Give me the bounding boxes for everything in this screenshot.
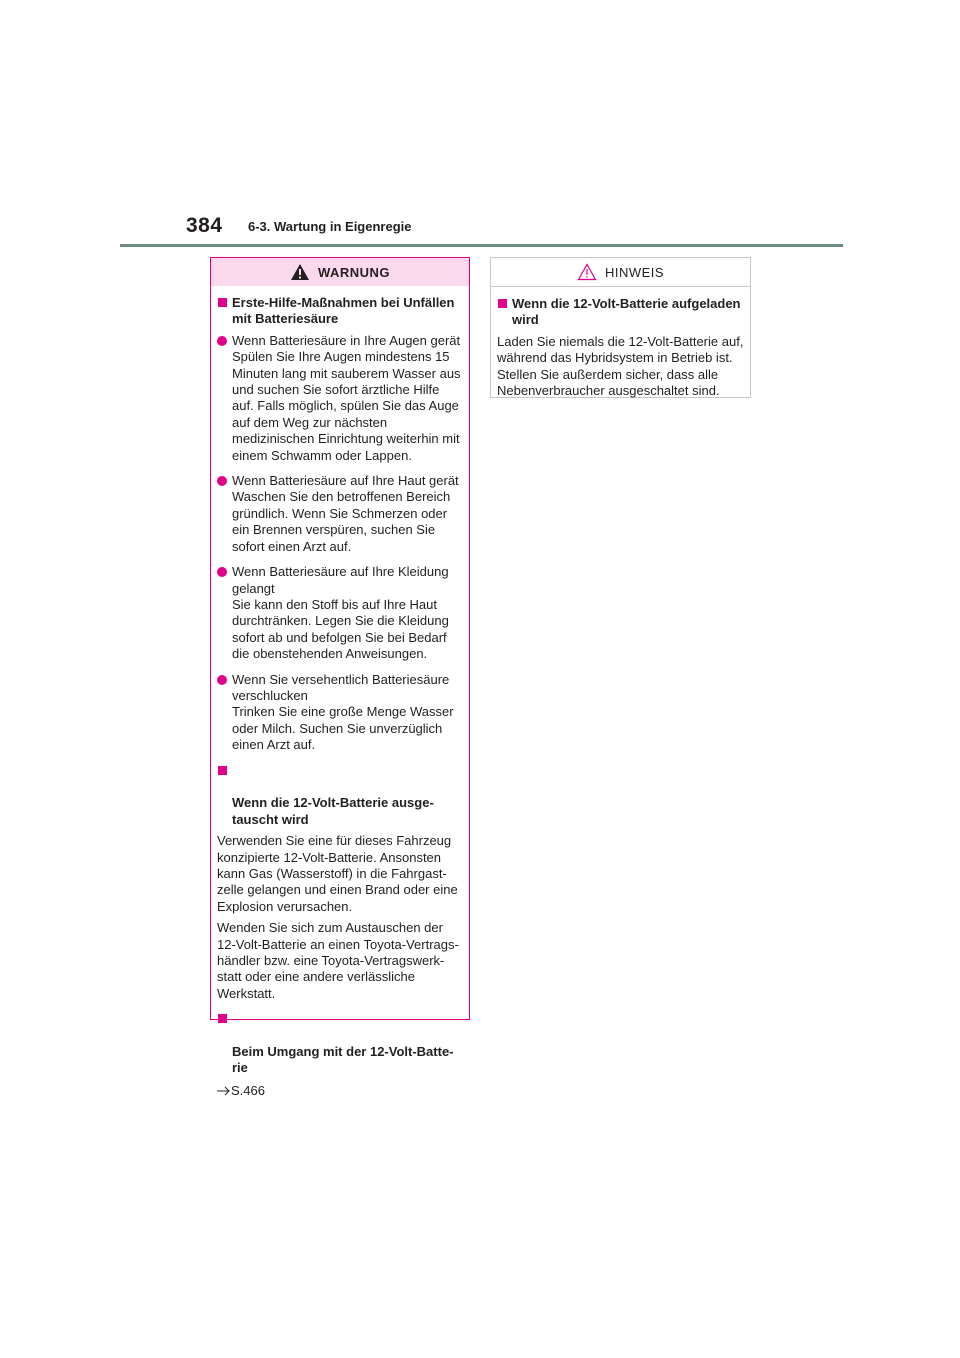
round-bullet-icon [217, 336, 227, 346]
round-bullet-icon [217, 567, 227, 577]
hinweis-title: HINWEIS [604, 264, 665, 280]
section-title: 6-3. Wartung in Eigenregie [248, 219, 412, 234]
round-bullet-icon [217, 476, 227, 486]
warning-header [211, 258, 469, 286]
hinweis-body [491, 287, 750, 399]
paragraph: Laden Sie niemals die 12-Volt-Batterie auf, während das Hybridsystem in Betrieb ist. Stellen Sie außerdem sicher, dass alle Nebenverbraucher ausgeschaltet sind. [497, 333, 744, 399]
square-bullet-icon [218, 1014, 227, 1023]
hinweis-header [491, 258, 750, 287]
list-item: Wenn Batteriesäure auf Ihre Haut gerät Waschen Sie den betroffenen Bereich gründlich. Wenn Sie Schmerzen oder ein Brennen verspüren, suchen Sie sofort einen Arzt auf. [217, 473, 463, 555]
page-reference [217, 1083, 463, 1099]
arrow-right-icon [217, 1086, 231, 1096]
square-bullet-icon [498, 299, 507, 308]
page-number: 384 [186, 214, 223, 237]
list-item: Wenn Batteriesäure auf Ihre Kleidung gelangt Sie kann den Stoff bis auf Ihre Haut durchtränken. Legen Sie die Kleidung sofort ab und befolgen Sie bei Bedarf die obenstehenden Anweisungen. [217, 564, 463, 662]
round-bullet-icon [217, 675, 227, 685]
list-item: Wenn Batteriesäure in Ihre Augen gerät Spülen Sie Ihre Augen mindestens 15 Minuten lang mit sauberem Wasser aus und suchen Sie sofort ärztliche Hilfe auf. Falls möglich, spülen Sie das Auge auf dem Weg zur nächsten medizinischen Einrichtung weiterhin mit einem Schwamm oder Lappen. [217, 333, 463, 464]
header-rule [120, 244, 843, 247]
warning-title: WARNUNG [317, 264, 391, 280]
warning-box [210, 257, 470, 1098]
warning-triangle-icon [290, 263, 310, 281]
paragraph: Wenden Sie sich zum Austauschen der 12-Volt-Batterie an einen Toyota-Vertrags-händler bzw. eine Toyota-Vertragswerk-statt oder eine andere verlässliche Werkstatt. [217, 920, 459, 1001]
reference-text: S.466 [231, 1082, 265, 1098]
warning-section-heading: Wenn die 12-Volt-Batterie ausge- tauscht wird [217, 763, 463, 829]
paragraph: Verwenden Sie eine für dieses Fahrzeug konzipierte 12-Volt-Batterie. Ansonsten kann Gas (Wasserstoff) in die Fahrgast-zelle gelangen und einen Brand oder eine Explosion verursachen. [217, 833, 458, 914]
hinweis-section-heading: Wenn die 12-Volt-Batterie aufgeladen wird [497, 296, 744, 329]
warning-body [211, 286, 469, 1099]
list-item: Wenn Sie versehentlich Batteriesäure verschlucken Trinken Sie eine große Menge Wasser oder Milch. Suchen Sie unverzüglich einen Arzt auf. [217, 672, 463, 754]
square-bullet-icon [218, 766, 227, 775]
square-bullet-icon [218, 298, 227, 307]
caution-triangle-outline-icon [577, 263, 597, 281]
hinweis-box [490, 257, 751, 398]
warning-section-heading: Erste-Hilfe-Maßnahmen bei Unfällen mit Batteriesäure [217, 295, 463, 328]
warning-section-heading: Beim Umgang mit der 12-Volt-Batte- rie [217, 1011, 463, 1077]
